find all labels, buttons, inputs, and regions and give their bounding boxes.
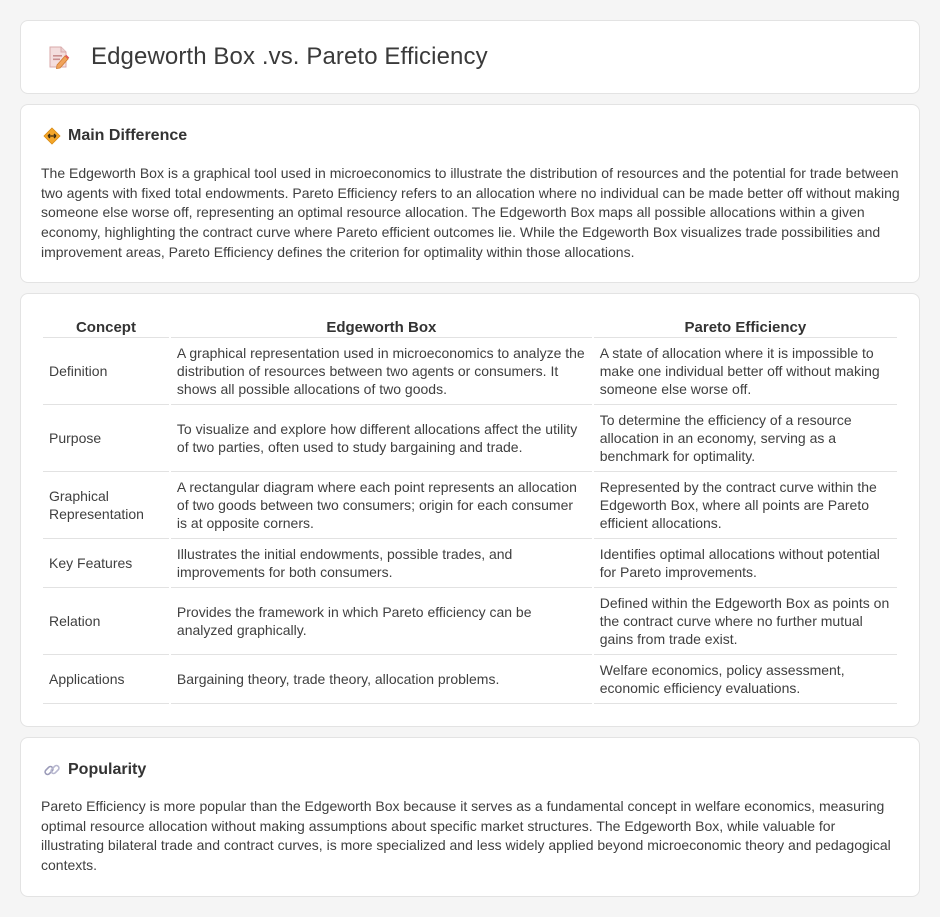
- edgeworth-cell: A rectangular diagram where each point represents an allocation of two goods between two consumers; origin for each consumer is at opposite corners.: [171, 472, 592, 539]
- main-difference-card: [20, 104, 920, 283]
- edgeworth-cell: Illustrates the initial endowments, possible trades, and improvements for both consumers.: [171, 539, 592, 588]
- pareto-cell: A state of allocation where it is impossible to make one individual better off without making someone else worse off.: [594, 338, 897, 405]
- column-header-pareto: Pareto Efficiency: [594, 316, 897, 338]
- pareto-cell: Represented by the contract curve within the Edgeworth Box, where all points are Pareto efficient allocations.: [594, 472, 897, 539]
- table-header-row: [43, 316, 897, 338]
- popularity-title: Popularity: [68, 761, 147, 778]
- main-difference-title: Main Difference: [68, 127, 188, 144]
- page-title: Edgeworth Box .vs. Pareto Efficiency: [91, 43, 488, 70]
- concept-cell: Definition: [43, 338, 169, 405]
- concept-cell: Graphical Representation: [43, 472, 169, 539]
- concept-cell: Relation: [43, 588, 169, 655]
- table-row: [43, 588, 897, 655]
- pareto-cell: To determine the efficiency of a resource allocation in an economy, serving as a benchmark for optimality.: [594, 405, 897, 472]
- popularity-header: [43, 761, 146, 779]
- main-difference-header: [43, 127, 187, 145]
- title-card: [20, 20, 920, 94]
- column-header-edgeworth: Edgeworth Box: [171, 316, 592, 338]
- pareto-cell: Welfare economics, policy assessment, economic efficiency evaluations.: [594, 655, 897, 704]
- edgeworth-cell: Provides the framework in which Pareto efficiency can be analyzed graphically.: [171, 588, 592, 655]
- main-difference-text: The Edgeworth Box is a graphical tool used in microeconomics to illustrate the distribution of resources and the potential for trade between two agents with fixed total endowments. Pareto Efficiency refers to an allocation where no individual can be made better off without making someone else worse off, representing an optimal resource allocation. The Edgeworth Box maps all possible allocations within a given economy, highlighting the contract curve where Pareto efficient outcomes lie. While the Edgeworth Box visualizes trade possibilities and improvement areas, Pareto Efficiency defines the criterion for optimality within those allocations.: [41, 165, 900, 260]
- pareto-cell: Defined within the Edgeworth Box as points on the contract curve where no further mutual gains from trade exist.: [594, 588, 897, 655]
- link-icon: [43, 761, 61, 779]
- table-row: [43, 338, 897, 405]
- document-edit-icon: [45, 44, 71, 70]
- comparison-table: [41, 316, 899, 704]
- table-row: [43, 405, 897, 472]
- table-row: [43, 655, 897, 704]
- table-row: [43, 472, 897, 539]
- edgeworth-cell: To visualize and explore how different allocations affect the utility of two parties, often used to study bargaining and trade.: [171, 405, 592, 472]
- pareto-cell: Identifies optimal allocations without potential for Pareto improvements.: [594, 539, 897, 588]
- edgeworth-cell: Bargaining theory, trade theory, allocation problems.: [171, 655, 592, 704]
- column-header-concept: Concept: [43, 316, 169, 338]
- concept-cell: Applications: [43, 655, 169, 704]
- comparison-card: [20, 293, 920, 727]
- title-row: [45, 43, 488, 71]
- diamond-arrows-icon: [43, 127, 61, 145]
- concept-cell: Purpose: [43, 405, 169, 472]
- table-row: [43, 539, 897, 588]
- popularity-card: [20, 737, 920, 897]
- edgeworth-cell: A graphical representation used in microeconomics to analyze the distribution of resources between two agents or consumers. It shows all possible allocations of two goods.: [171, 338, 592, 405]
- popularity-text: Pareto Efficiency is more popular than the Edgeworth Box because it serves as a fundamental concept in welfare economics, measuring optimal resource allocation without making assumptions about specific market structures. The Edgeworth Box, while valuable for illustrating bilateral trade and contract curves, is more specialized and less widely applied beyond microeconomic theory and pedagogical contexts.: [41, 798, 891, 874]
- concept-cell: Key Features: [43, 539, 169, 588]
